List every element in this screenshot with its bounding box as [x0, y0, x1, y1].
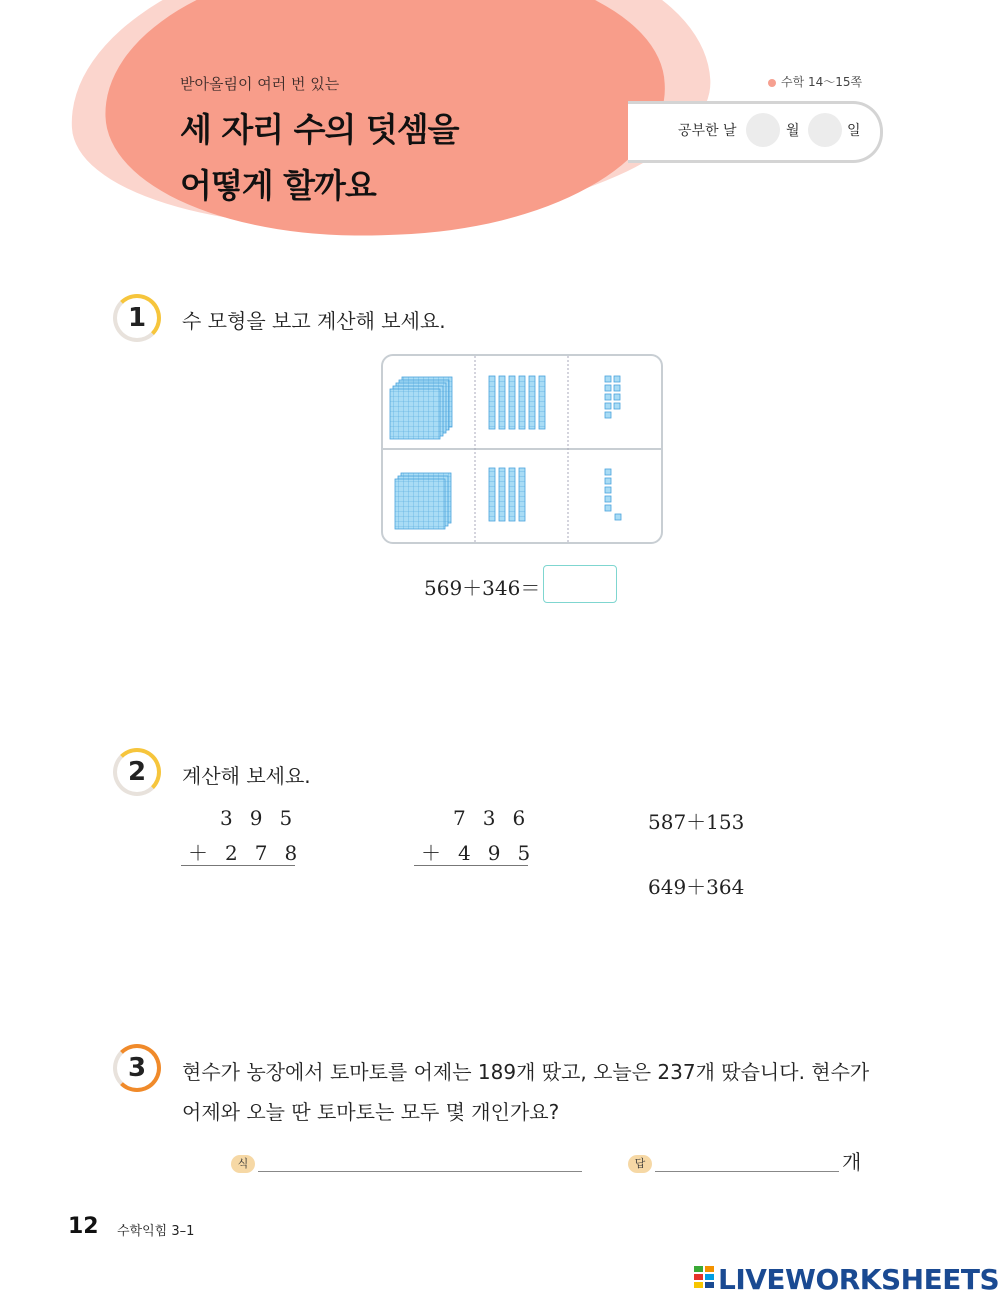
day-label: 일	[847, 123, 861, 139]
ten-rod	[539, 376, 545, 429]
lesson-subtitle: 받아올림이 여러 번 있는	[180, 75, 340, 93]
tens-rods-top	[489, 376, 545, 429]
study-date-label: 공부한 날	[678, 123, 737, 139]
question-1-prompt: 수 모형을 보고 계산해 보세요.	[182, 309, 446, 333]
brand-wordmark: LIVEWORKSHEETS	[718, 1263, 1000, 1296]
expression-tag: 식	[231, 1155, 255, 1173]
one-cube	[605, 487, 611, 493]
question-1-answer-box[interactable]	[543, 565, 617, 603]
one-cube	[605, 385, 611, 391]
one-cube	[605, 403, 611, 409]
one-cube	[605, 478, 611, 484]
ones-cubes-bottom	[605, 469, 621, 520]
problem-a-line	[181, 865, 295, 866]
lesson-title	[180, 102, 459, 214]
lesson-title-line2: 어떻게 할까요	[180, 166, 376, 205]
book-title: 수학익힘 3–1	[117, 1224, 195, 1239]
problem-b-line	[414, 865, 528, 866]
base-ten-blocks-panel	[381, 354, 663, 544]
liveworksheets-logo-icon	[694, 1266, 714, 1288]
bullet-dot-icon	[768, 79, 776, 87]
ten-rod	[519, 468, 525, 521]
reference-text: 수학 14～15쪽	[781, 75, 863, 89]
hundred-flat	[395, 479, 445, 529]
one-cube	[605, 376, 611, 382]
hundred-flat	[390, 389, 440, 439]
hundreds-flats-top	[390, 377, 452, 439]
question-number-3: 3	[113, 1044, 161, 1092]
problem-b-bottom: ＋495	[421, 841, 548, 865]
page-number: 12	[68, 1214, 99, 1239]
month-input[interactable]	[746, 113, 780, 147]
one-cube	[605, 412, 611, 418]
question-number-2: 2	[113, 748, 161, 796]
base-ten-blocks-figure	[383, 356, 661, 542]
day-input[interactable]	[808, 113, 842, 147]
one-cube	[614, 376, 620, 382]
one-cube	[614, 394, 620, 400]
problem-b-top: 736	[453, 806, 543, 830]
answer-tag: 답	[628, 1155, 652, 1173]
answer-line[interactable]	[655, 1171, 839, 1172]
month-label: 월	[786, 123, 800, 139]
one-cube	[605, 394, 611, 400]
ten-rod	[529, 376, 535, 429]
ten-rod	[509, 376, 515, 429]
one-cube	[614, 385, 620, 391]
question-number-1: 1	[113, 294, 161, 342]
lesson-title-line1: 세 자리 수의 덧셈을	[180, 110, 459, 149]
one-cube	[605, 496, 611, 502]
problem-c: 587＋153	[648, 810, 745, 834]
one-cube	[605, 469, 611, 475]
question-3-prompt-line2: 어제와 오늘 딴 토마토는 모두 몇 개인가요?	[182, 1100, 560, 1124]
textbook-reference	[768, 73, 862, 90]
one-cube	[615, 514, 621, 520]
hundreds-flats-bottom	[395, 473, 451, 529]
expression-answer-line[interactable]	[258, 1171, 582, 1172]
ten-rod	[519, 376, 525, 429]
answer-unit: 개	[842, 1150, 862, 1174]
problem-a-top: 395	[220, 806, 310, 830]
problem-a-bottom: ＋278	[188, 841, 315, 865]
problem-d: 649＋364	[648, 875, 745, 899]
question-3-prompt-line1: 현수가 농장에서 토마토를 어제는 189개 땄고, 오늘은 237개 땄습니다. 현수가	[182, 1060, 870, 1084]
question-1-equation: 569＋346＝	[424, 576, 541, 600]
ten-rod	[499, 468, 505, 521]
ten-rod	[509, 468, 515, 521]
ten-rod	[489, 376, 495, 429]
ones-cubes-top	[605, 376, 620, 418]
question-2-prompt: 계산해 보세요.	[182, 764, 311, 788]
one-cube	[605, 505, 611, 511]
ten-rod	[499, 376, 505, 429]
one-cube	[614, 403, 620, 409]
ten-rod	[489, 468, 495, 521]
tens-rods-bottom	[489, 468, 525, 521]
